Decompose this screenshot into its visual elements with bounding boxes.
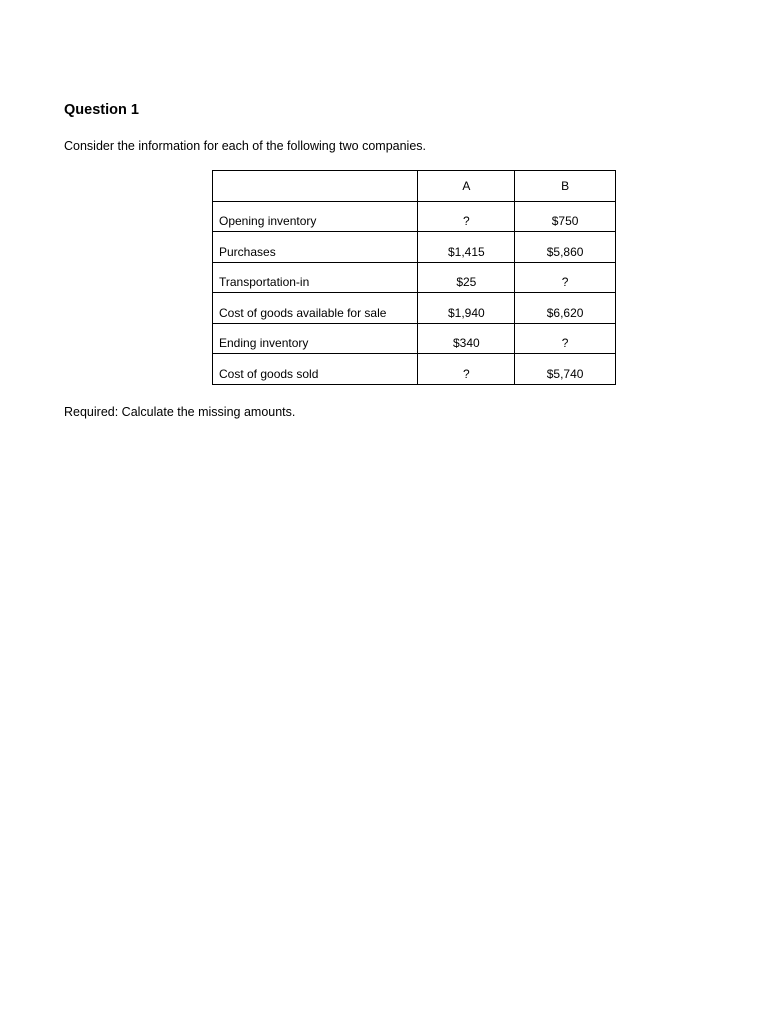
value-b: $5,740 (515, 354, 616, 385)
required-instruction: Required: Calculate the missing amounts. (64, 405, 296, 419)
row-label: Ending inventory (213, 323, 418, 354)
header-company-b: B (515, 171, 616, 202)
table-row (213, 323, 616, 354)
value-a: $25 (418, 262, 515, 293)
value-b: $750 (515, 201, 616, 232)
table-row (213, 201, 616, 232)
value-a: ? (418, 201, 515, 232)
header-label-cell (213, 171, 418, 202)
row-label: Purchases (213, 232, 418, 263)
table-row (213, 354, 616, 385)
inventory-table (212, 170, 616, 385)
table-row (213, 293, 616, 324)
value-b: $6,620 (515, 293, 616, 324)
table-header-row (213, 171, 616, 202)
row-label: Transportation-in (213, 262, 418, 293)
intro-text: Consider the information for each of the following two companies. (64, 139, 426, 153)
value-b: ? (515, 323, 616, 354)
value-b: ? (515, 262, 616, 293)
value-a: ? (418, 354, 515, 385)
row-label: Cost of goods sold (213, 354, 418, 385)
value-b: $5,860 (515, 232, 616, 263)
table-row (213, 262, 616, 293)
value-a: $340 (418, 323, 515, 354)
table-row (213, 232, 616, 263)
row-label: Cost of goods available for sale (213, 293, 418, 324)
header-company-a: A (418, 171, 515, 202)
question-heading: Question 1 (64, 102, 139, 118)
row-label: Opening inventory (213, 201, 418, 232)
value-a: $1,940 (418, 293, 515, 324)
value-a: $1,415 (418, 232, 515, 263)
